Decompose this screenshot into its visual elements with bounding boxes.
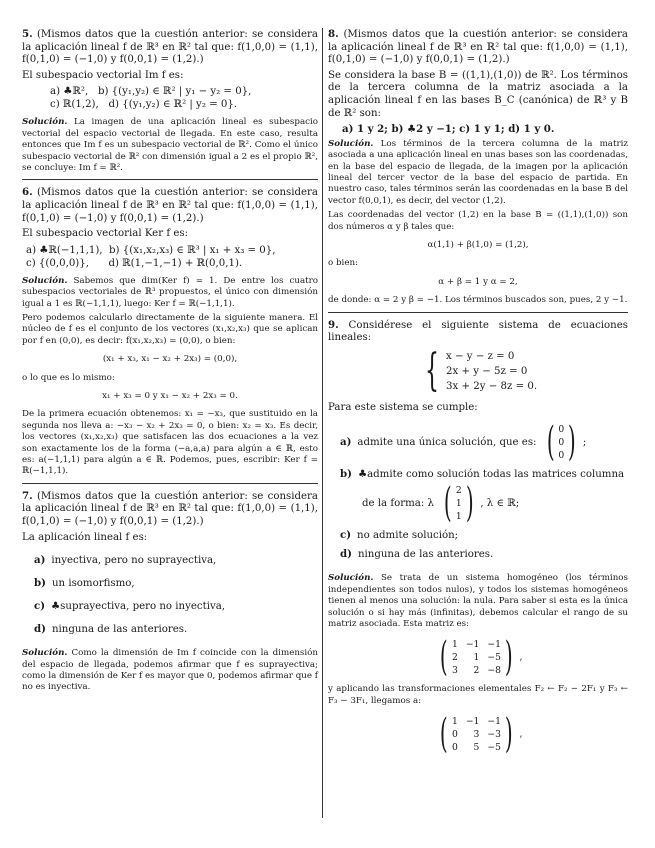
equation-8-1: α(1,1) + β(1,0) = (1,2),	[427, 240, 529, 250]
matrix-1: ( 1 −1 −1 2 1 −5 3 2 −8 ) ,	[440, 634, 523, 681]
separator	[22, 179, 318, 180]
solution-6-mid: o lo que es lo mismo:	[22, 372, 115, 383]
solution-7: Solución. Como la dimensión de Im f coincide con la dimensión del espacio de llegada, podemos afirmar que f es suprayectiva; como la dimensión de Ker f es mayor que 0, podemos afirmar que f no es inyectiva.	[22, 648, 318, 693]
solution-9: Solución. Se trata de un sistema homogéneo (los términos independientes son todos nulos), y todos los sistemas homogéneos tienen al menos una solución: la nula. Para saber si esta es la única solución o si hay más (infinitas), debemos calcular el rango de su matriz asociada. Esta matriz es:	[328, 573, 628, 630]
solution-8-part2: Las coordenadas del vector (1,2) en la base B = ((1,1),(1,0)) son dos números α y β tales que:	[328, 210, 628, 232]
option-d: d) ninguna de las anteriores.	[34, 623, 188, 636]
solution-6-part2: Pero podemos calcularlo directamente de la siguiente manera. El núcleo de f es el conjunto de los vectores (x₁,x₂,x₃) que se aplican por f en (0,0), es decir: f(x₁,x₂,x₃) = (0,0), o bien:	[22, 313, 318, 346]
option-a: a) admite una única solución, que es: ( 0 0 0 ) ;	[340, 419, 587, 466]
question-6-options: a) ♣ℝ(−1,1,1), b) {(x₁,x₂,x₃) ∈ ℝ³ | x₁ + x₃ = 0}, c) {(0,0,0)}, d) ℝ(1,−1,−1) + ℝ(0,0,1).	[26, 244, 276, 269]
solution-5: Solución. La imagen de una aplicación lineal es subespacio vectorial del espacio vectorial de llegada. En este caso, resulta entonces que Im f es un subespacio vectorial de ℝ². Como el único subespacio vectorial de ℝ² con dimensión igual a 2 es el propio ℝ², se concluye: Im f = ℝ².	[22, 117, 318, 173]
equation-6-2: x₁ + x₃ = 0 y x₁ − x₂ + 2x₃ = 0.	[102, 391, 238, 402]
solution-6: Solución. Sabemos que dim(Ker f) = 1. De entre los cuatro subespacios vectoriales de ℝ³ propuestos, el único con dimensión igual a 1 es ℝ(−1,1,1), luego: Ker f = ℝ(−1,1,1).	[22, 275, 318, 309]
solution-8: Solución. Los términos de la tercera columna de la matriz asociada a una aplicación lineal en unas bases son las coordenadas, en la base del espacio de llegada, de la imagen por la aplicación lineal del tercer vector de la base del espacio de partida. En nuestro caso, tales términos serán las coordenadas en la base B del vector f(0,0,1), es decir, del vector (1,2).	[328, 138, 628, 206]
question-9: 9. Considérese el siguiente sistema de ecuaciones lineales:	[328, 318, 628, 344]
question-7-ask: La aplicación lineal f es:	[22, 531, 148, 543]
question-5-ask: El subespacio vectorial Im f es:	[22, 69, 184, 81]
question-6-ask: El subespacio vectorial Ker f es:	[22, 228, 189, 240]
option-c: c) ♣suprayectiva, pero no inyectiva,	[34, 600, 226, 613]
equation-6-1: (x₁ + x₃, x₁ − x₂ + 2x₃) = (0,0),	[102, 354, 238, 365]
option-a: a) inyectiva, pero no suprayectiva,	[34, 554, 217, 567]
left-brace: {	[425, 345, 439, 397]
question-8-ask: Se considera la base B = ((1,1),(1,0)) de ℝ². Los términos de la tercera columna de la matriz asociada a la aplicación lineal f en las bases B_C (canónica) de ℝ³ y B de ℝ² son:	[328, 69, 628, 119]
question-9-ask: Para este sistema se cumple:	[328, 401, 478, 413]
question-7: 7. (Mismos datos que la cuestión anterior: se considera la aplicación lineal f de ℝ³ en ℝ² tal que: f(1,0,0) = (1,1), f(0,1,0) = (−1,0) y f(0,0,1) = (1,2).)	[22, 489, 318, 528]
question-7-options	[22, 554, 318, 636]
solution-9-part2: y aplicando las transformaciones elementales F₂ ← F₂ − 2F₁ y F₃ ← F₃ − 3F₁, llegamos a:	[328, 684, 628, 706]
option-b-form: de la forma: λ ( 2 1 1 ) , λ ∈ ℝ;	[362, 480, 520, 527]
system-row: 2x + y − 5z = 0	[446, 365, 528, 377]
question-8-options: a) 1 y 2; b) ♣2 y −1; c) 1 y 1; d) 1 y 0.	[342, 123, 555, 136]
system-row: x − y − z = 0	[446, 350, 515, 362]
solution-6-part3: De la primera ecuación obtenemos: x₁ = −x₃, que sustituido en la segunda nos lleva a: −x₃ − x₂ + 2x₃ = 0, o bien: x₂ = x₃. Es decir, los vectores (x₁,x₂,x₃) que satisfacen las dos ecuaciones a la vez son exactamente los de la forma (−a,a,a) para algún a ∈ ℝ, esto es: a(−1,1,1) para algún a ∈ ℝ. Podemos, pues, escribir: Ker f = ℝ(−1,1,1).	[22, 409, 318, 477]
vector-lambda: ( 2 1 1 )	[444, 480, 474, 527]
solution-8-part3: de donde: α = 2 y β = −1. Los términos buscados son, pues, 2 y −1.	[328, 295, 628, 306]
question-6: 6. (Mismos datos que la cuestión anterior: se considera la aplicación lineal f de ℝ³ en ℝ² tal que: f(1,0,0) = (1,1), f(0,1,0) = (−1,0) y f(0,0,1) = (1,2).)	[22, 186, 318, 224]
equation-8-2: α + β = 1 y α = 2,	[438, 276, 518, 287]
system-row: 3x + 2y − 8z = 0.	[446, 380, 538, 392]
question-8: 8. (Mismos datos que la cuestión anterior: se considera la aplicación lineal f de ℝ³ en ℝ² tal que: f(1,0,0) = (1,1), f(0,1,0) = (−1,0) y f(0,0,1) = (1,2).)	[328, 28, 628, 66]
option-b: b) ♣admite como solución todas las matrices columna	[340, 468, 625, 481]
column-divider	[322, 28, 323, 818]
solution-8-mid: o bien:	[328, 258, 358, 269]
matrix-2: ( 1 −1 −1 0 3 −3 0 5 −5 ) ,	[440, 711, 523, 758]
question-5-options: a) ♣ℝ², b) {(y₁,y₂) ∈ ℝ² | y₁ − y₂ = 0}, c) ℝ(1,2), d) {(y₁,y₂) ∈ ℝ² | y₂ = 0}.	[50, 86, 252, 111]
vector-zero: ( 0 0 0 )	[546, 419, 576, 466]
separator	[328, 312, 628, 313]
equation-system	[328, 345, 628, 397]
option-d: d) ninguna de las anteriores.	[340, 548, 494, 561]
question-5: 5. (Mismos datos que la cuestión anterior: se considera la aplicación lineal f de ℝ³ en ℝ² tal que: f(1,0,0) = (1,1), f(0,1,0) = (−1,0) y f(0,0,1) = (1,2).)	[22, 28, 318, 66]
option-c: c) no admite solución;	[340, 529, 459, 542]
left-column	[22, 28, 318, 697]
right-column	[328, 28, 628, 761]
separator	[22, 483, 318, 484]
option-b: b) un isomorfismo,	[34, 577, 135, 590]
